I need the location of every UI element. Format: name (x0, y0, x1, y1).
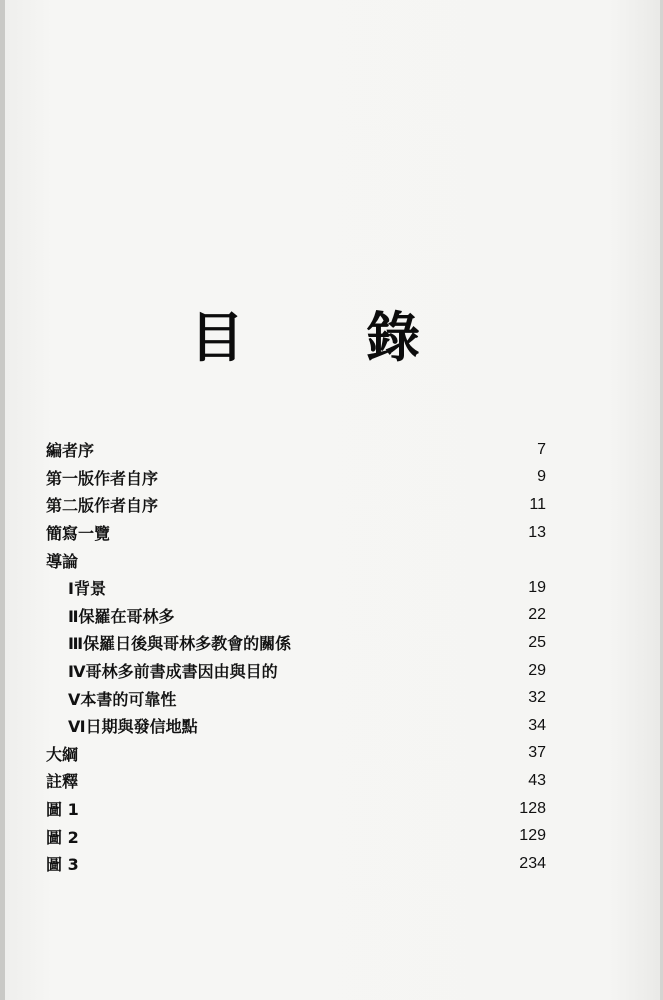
toc-entry-label: 註釋 (46, 772, 79, 792)
toc-entry (46, 795, 546, 823)
toc-entry (46, 767, 546, 795)
toc-entry-page: 19 (528, 578, 546, 596)
toc-entry (46, 850, 546, 878)
toc-entry (46, 491, 546, 519)
toc-entry-label: Ⅲ保羅日後與哥林多教會的關係 (68, 634, 292, 654)
toc-entry-page: 29 (528, 661, 546, 679)
toc-entry-page: 9 (537, 468, 546, 486)
title-char-2: 錄 (366, 305, 420, 369)
toc-entry-label: 第一版作者自序 (46, 468, 159, 488)
toc-entry (46, 519, 546, 547)
toc-entry (46, 464, 546, 492)
toc-entry-label: Ⅵ日期與發信地點 (68, 717, 198, 737)
toc-entry-label: 大綱 (46, 744, 79, 764)
toc-entry-page: 11 (529, 495, 546, 513)
toc-entry-label: 圖 2 (46, 827, 79, 847)
toc-entry-label: 第二版作者自序 (46, 496, 159, 516)
toc-entry-label: Ⅰ背景 (68, 579, 106, 599)
table-of-contents (46, 436, 546, 878)
toc-subentry (46, 574, 546, 602)
toc-entry-page: 25 (528, 633, 546, 651)
toc-entry-page: 37 (528, 744, 546, 762)
toc-subentry (46, 629, 546, 657)
toc-entry-page: 13 (528, 523, 546, 541)
toc-entry-page: 43 (528, 771, 546, 789)
toc-entry (46, 740, 546, 768)
toc-entry-label: Ⅱ保羅在哥林多 (68, 606, 175, 626)
toc-entry-page: 32 (528, 689, 546, 707)
toc-entry-label: 圖 3 (46, 855, 79, 875)
toc-entry-page: 22 (528, 606, 546, 624)
toc-entry (46, 436, 546, 464)
toc-entry-page: 128 (519, 799, 546, 817)
toc-entry-page: 7 (537, 440, 546, 458)
page-left-edge (0, 0, 5, 1000)
toc-entry (46, 546, 546, 574)
toc-subentry (46, 684, 546, 712)
toc-subentry (46, 657, 546, 685)
toc-entry-label: 導論 (46, 551, 79, 571)
toc-entry-page: 129 (519, 827, 546, 845)
title-char-1: 目 (190, 305, 244, 369)
page-title (190, 302, 420, 372)
toc-entry-label: Ⅳ哥林多前書成書因由與目的 (68, 662, 278, 682)
toc-entry-label: 簡寫一覽 (46, 524, 111, 544)
toc-entry-page: 234 (519, 854, 546, 872)
toc-entry-page: 34 (528, 716, 546, 734)
toc-subentry (46, 602, 546, 630)
toc-entry-label: 圖 1 (46, 800, 79, 820)
toc-entry (46, 822, 546, 850)
toc-subentry (46, 712, 546, 740)
toc-entry-label: Ⅴ本書的可靠性 (68, 689, 177, 709)
toc-entry-label: 編者序 (46, 441, 95, 461)
